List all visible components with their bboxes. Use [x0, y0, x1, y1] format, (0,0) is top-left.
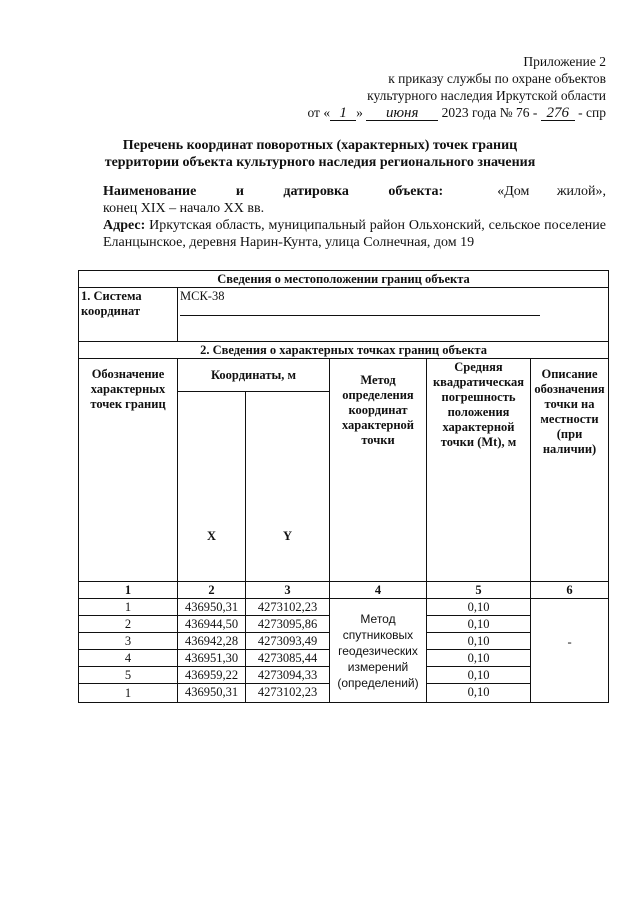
section1-header-row: [79, 271, 609, 288]
date-year-text: 2023 года № 76 -: [441, 105, 538, 120]
y-cell: 4273085,44: [246, 650, 330, 667]
header-coords: Координаты, м: [178, 359, 330, 392]
point-cell: 3: [79, 633, 178, 650]
order-number: 276: [541, 106, 575, 121]
error-cell: 0,10: [427, 633, 531, 650]
document-title: [0, 137, 640, 171]
header-point: Обозначение характерных точек границ: [79, 359, 178, 582]
address-value: Иркутская область, муниципальный район Ольхонский, сельское поселение Еланцынское, деревня Нарин-Кунта, улица Солнечная, дом 19: [103, 218, 607, 250]
col-number-4: 4: [330, 582, 427, 599]
col-number-3: 3: [246, 582, 330, 599]
y-cell: 4273095,86: [246, 616, 330, 633]
date-day: 1: [330, 106, 356, 121]
x-cell: 436959,22: [178, 667, 246, 684]
point-cell: 4: [79, 650, 178, 667]
x-cell: 436944,50: [178, 616, 246, 633]
y-cell: 4273094,33: [246, 667, 330, 684]
header-row-1: [79, 359, 609, 392]
description-cell: -: [531, 599, 609, 703]
address-block: [103, 217, 606, 251]
section1-title: Сведения о местоположении границ объекта: [79, 271, 609, 288]
error-cell: 0,10: [427, 684, 531, 703]
name-value-1: «Дом жилой»,: [497, 184, 606, 199]
header-description: Описание обозначения точки на местности (при наличии): [531, 359, 609, 582]
address-label: Адрес:: [103, 218, 146, 233]
object-name-block: [103, 183, 606, 217]
date-month: июня: [366, 106, 438, 121]
col-number-1: 1: [79, 582, 178, 599]
col-number-6: 6: [531, 582, 609, 599]
x-cell: 436942,28: [178, 633, 246, 650]
appendix-header: [307, 53, 606, 121]
x-cell: 436950,31: [178, 599, 246, 616]
table-row: [79, 599, 609, 616]
name-label: Наименование и датировка объекта:: [103, 184, 444, 199]
column-numbers-row: [79, 582, 609, 599]
date-prefix: от «: [307, 105, 331, 120]
error-cell: 0,10: [427, 667, 531, 684]
section2-title: 2. Сведения о характерных точках границ объекта: [79, 342, 609, 359]
y-cell: 4273102,23: [246, 684, 330, 703]
system-value: МСК-38: [180, 289, 225, 303]
name-value-2: конец XIX – начало XX вв.: [103, 201, 265, 216]
col-number-5: 5: [427, 582, 531, 599]
date-quote-close: »: [356, 105, 363, 120]
system-label: 1. Система координат: [79, 288, 178, 342]
y-cell: 4273093,49: [246, 633, 330, 650]
point-cell: 1: [79, 599, 178, 616]
system-value-cell: [178, 288, 609, 342]
header-method: Метод определения координат характерной точки: [330, 359, 427, 582]
system-underline: [180, 315, 540, 316]
point-cell: 5: [79, 667, 178, 684]
appendix-line-2: к приказу службы по охране объектов: [388, 71, 606, 86]
coordinates-table: [78, 270, 609, 703]
error-cell: 0,10: [427, 599, 531, 616]
object-name-line: [103, 183, 606, 200]
section2-header-row: [79, 342, 609, 359]
system-row: [79, 288, 609, 342]
col-number-2: 2: [178, 582, 246, 599]
y-cell: 4273102,23: [246, 599, 330, 616]
header-y: Y: [246, 392, 330, 582]
title-line-1: Перечень координат поворотных (характерных) точек границ: [122, 138, 518, 153]
title-line-2: территории объекта культурного наследия регионального значения: [104, 155, 536, 170]
method-cell: Метод спутниковых геодезических измерений (определений): [330, 599, 427, 703]
header-x: X: [178, 392, 246, 582]
header-error: Средняя квадратическая погрешность положения характерной точки (Mt), м: [427, 359, 531, 582]
point-cell: 2: [79, 616, 178, 633]
appendix-line-1: Приложение 2: [523, 54, 606, 69]
appendix-line-3: культурного наследия Иркутской области: [367, 88, 606, 103]
error-cell: 0,10: [427, 616, 531, 633]
appendix-date-line: [307, 104, 606, 121]
x-cell: 436950,31: [178, 684, 246, 703]
point-cell: 1: [79, 684, 178, 703]
x-cell: 436951,30: [178, 650, 246, 667]
error-cell: 0,10: [427, 650, 531, 667]
date-suffix: - спр: [578, 105, 606, 120]
